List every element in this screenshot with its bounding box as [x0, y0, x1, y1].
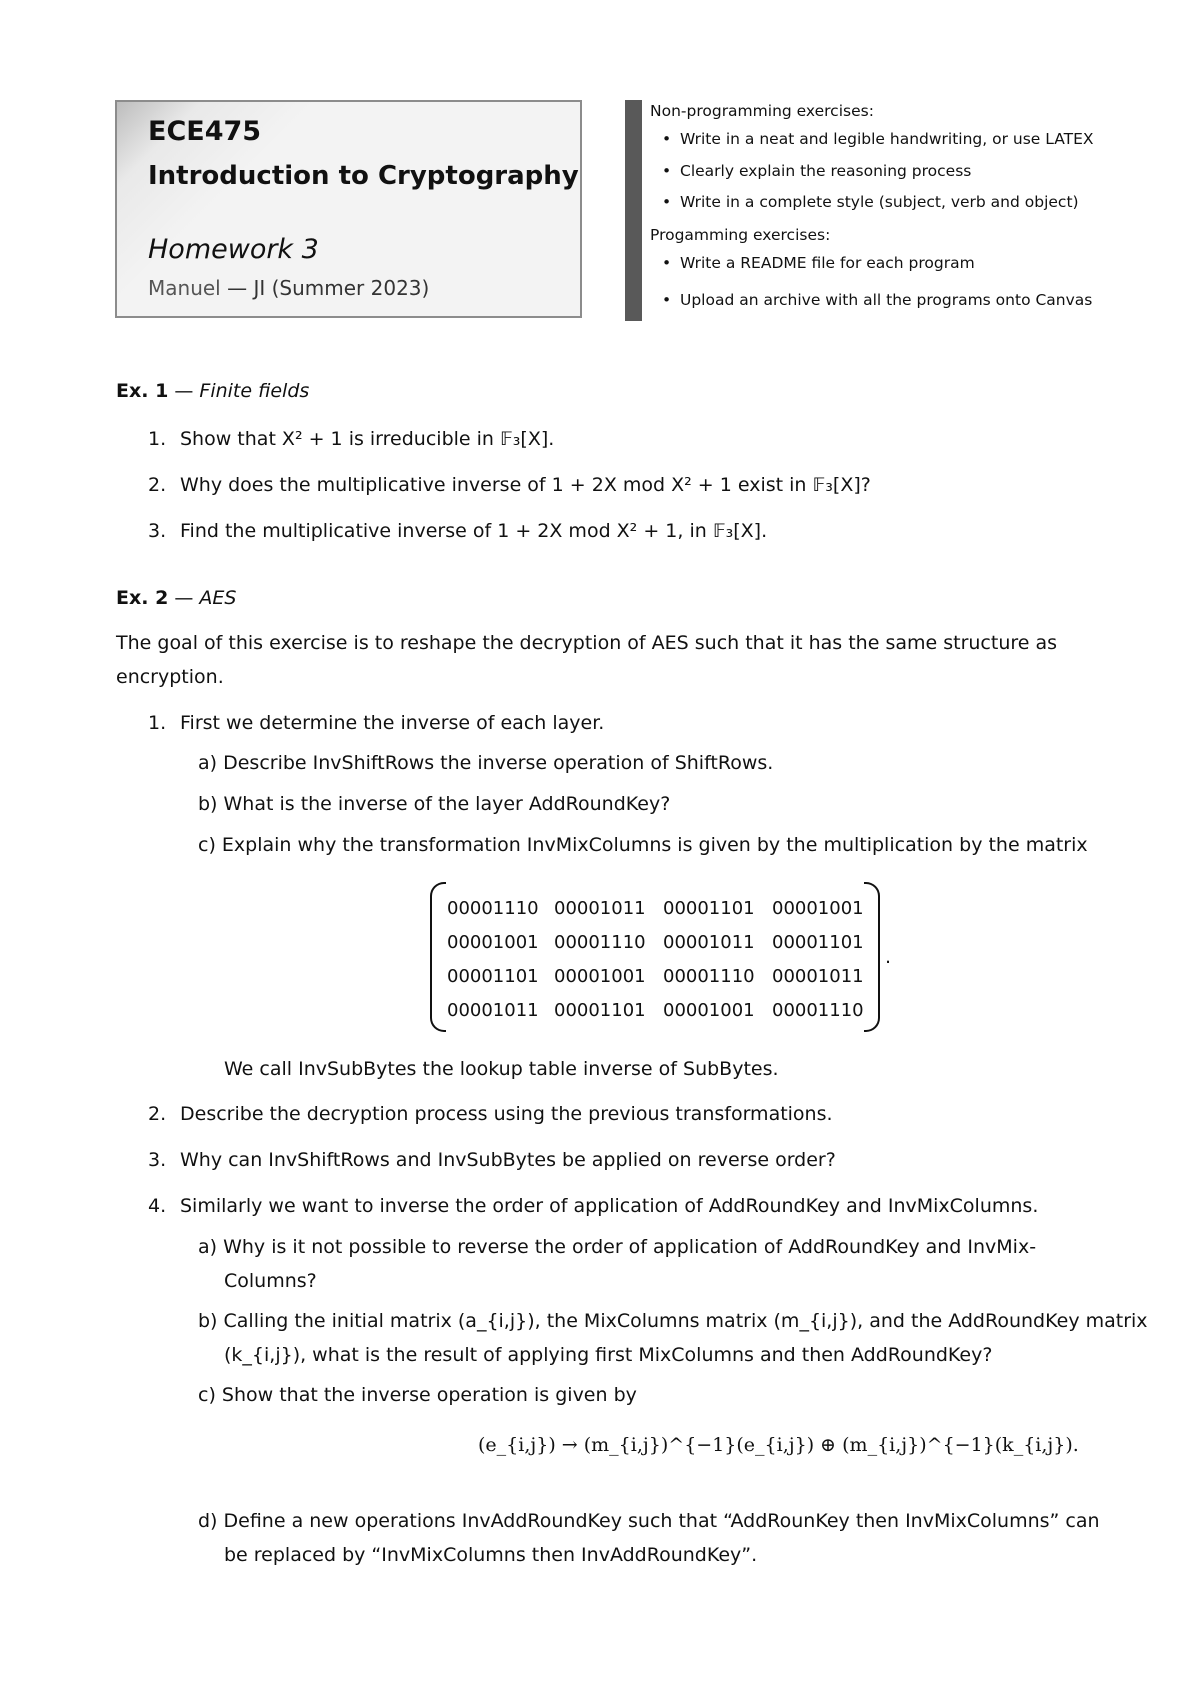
question-3 [148, 1143, 836, 1177]
nonprog-heading: Non-programming exercises: [650, 102, 874, 120]
matrix-cell: 00001011 [663, 932, 755, 953]
exercise-1-topic: Finite fields [199, 380, 310, 402]
exercise-2-sep: — [174, 587, 194, 609]
inverse-formula: (e_{i,j}) → (m_{i,j})^{−1}(e_{i,j}) ⊕ (m_{i,j})^{−1}(k_{i,j}). [478, 1434, 1079, 1456]
matrix-cell: 00001001 [447, 932, 539, 953]
item-text: Find the multiplicative inverse of 1 + 2X mod X² + 1, in 𝔽₃[X]. [180, 520, 768, 542]
nonprog-item: • Write in a complete style (subject, verb and object) [662, 193, 1079, 211]
question-1c: c) Explain why the transformation InvMixColumns is given by the multiplication by the matrix [198, 834, 1088, 856]
question-4d-cont: be replaced by “InvMixColumns then InvAddRoundKey”. [224, 1544, 758, 1566]
question-4-text: Similarly we want to inverse the order of application of AddRoundKey and InvMixColumns. [180, 1195, 1039, 1217]
prog-item: • Write a README file for each program [662, 254, 975, 272]
question-1-text: First we determine the inverse of each layer. [180, 712, 605, 734]
left-parenthesis [430, 882, 446, 1032]
item-number: 3. [148, 1149, 167, 1171]
exercise-1-item [148, 514, 767, 548]
author-term: JI (Summer 2023) [253, 276, 430, 300]
nonprog-item: • Write in a neat and legible handwriting, or use LATEX [662, 130, 1094, 148]
matrix-cell: 00001101 [554, 1000, 646, 1021]
matrix-cell: 00001011 [447, 1000, 539, 1021]
question-2 [148, 1097, 833, 1131]
question-4a: a) Why is it not possible to reverse the order of application of AddRoundKey and InvMix- [198, 1236, 1037, 1258]
exercise-2-topic: AES [199, 587, 237, 609]
matrix-cell: 00001101 [663, 898, 755, 919]
item-number: 1. [148, 712, 167, 734]
course-code: ECE475 [148, 116, 262, 147]
sidebar-accent-bar [625, 100, 642, 321]
matrix-cell: 00001001 [772, 898, 864, 919]
matrix-cell: 00001101 [447, 966, 539, 987]
matrix-period: . [885, 946, 892, 968]
exercise-1-item [148, 422, 554, 456]
invsubbytes-note: We call InvSubBytes the lookup table inverse of SubBytes. [224, 1058, 779, 1080]
item-text: Show that X² + 1 is irreducible in 𝔽₃[X]. [180, 428, 555, 450]
matrix-cell: 00001011 [554, 898, 646, 919]
matrix-cell: 00001110 [663, 966, 755, 987]
right-parenthesis [864, 882, 880, 1032]
exercise-1-sep: — [174, 380, 194, 402]
question-4b-cont: (k_{i,j}), what is the result of applying first MixColumns and then AddRoundKey? [224, 1344, 993, 1366]
item-number: 2. [148, 474, 167, 496]
homework-title: Homework 3 [148, 234, 319, 265]
exercise-1-item [148, 468, 871, 502]
matrix-cell: 00001110 [772, 1000, 864, 1021]
item-number: 2. [148, 1103, 167, 1125]
nonprog-item: • Clearly explain the reasoning process [662, 162, 971, 180]
question-4a-cont: Columns? [224, 1270, 317, 1292]
question-3-text: Why can InvShiftRows and InvSubBytes be applied on reverse order? [180, 1149, 836, 1171]
course-title: Introduction to Cryptography [148, 161, 579, 191]
title-box [115, 100, 582, 318]
exercise-1-heading [116, 380, 309, 402]
prog-heading: Progamming exercises: [650, 226, 831, 244]
prog-item: • Upload an archive with all the programs onto Canvas [662, 291, 1092, 309]
item-number: 3. [148, 520, 167, 542]
question-4d: d) Define a new operations InvAddRoundKey such that “AddRounKey then InvMixColumns” can [198, 1510, 1100, 1532]
question-4 [148, 1189, 1038, 1223]
exercise-2-label: Ex. 2 [116, 587, 169, 609]
exercise-2-heading [116, 587, 236, 609]
exercise-1-label: Ex. 1 [116, 380, 169, 402]
matrix-cell: 00001110 [554, 932, 646, 953]
matrix-cell: 00001001 [663, 1000, 755, 1021]
invmixcolumns-matrix [430, 882, 880, 1034]
author-line [148, 276, 429, 300]
question-1 [148, 706, 604, 740]
item-text: Why does the multiplicative inverse of 1 + 2X mod X² + 1 exist in 𝔽₃[X]? [180, 474, 871, 496]
question-1a: a) Describe InvShiftRows the inverse operation of ShiftRows. [198, 752, 774, 774]
question-1b: b) What is the inverse of the layer AddRoundKey? [198, 793, 671, 815]
author-name: Manuel [148, 276, 221, 300]
exercise-2-intro-cont: encryption. [116, 666, 224, 688]
item-number: 4. [148, 1195, 167, 1217]
matrix-cell: 00001011 [772, 966, 864, 987]
matrix-cell: 00001101 [772, 932, 864, 953]
item-number: 1. [148, 428, 167, 450]
matrix-cell: 00001001 [554, 966, 646, 987]
exercise-2-intro: The goal of this exercise is to reshape the decryption of AES such that it has the same structure as [116, 632, 1058, 654]
question-4b: b) Calling the initial matrix (a_{i,j}), the MixColumns matrix (m_{i,j}), and the AddRoundKey matrix [198, 1310, 1148, 1332]
matrix-cell: 00001110 [447, 898, 539, 919]
question-2-text: Describe the decryption process using the previous transformations. [180, 1103, 833, 1125]
question-4c: c) Show that the inverse operation is given by [198, 1384, 637, 1406]
author-separator: — [227, 276, 248, 300]
